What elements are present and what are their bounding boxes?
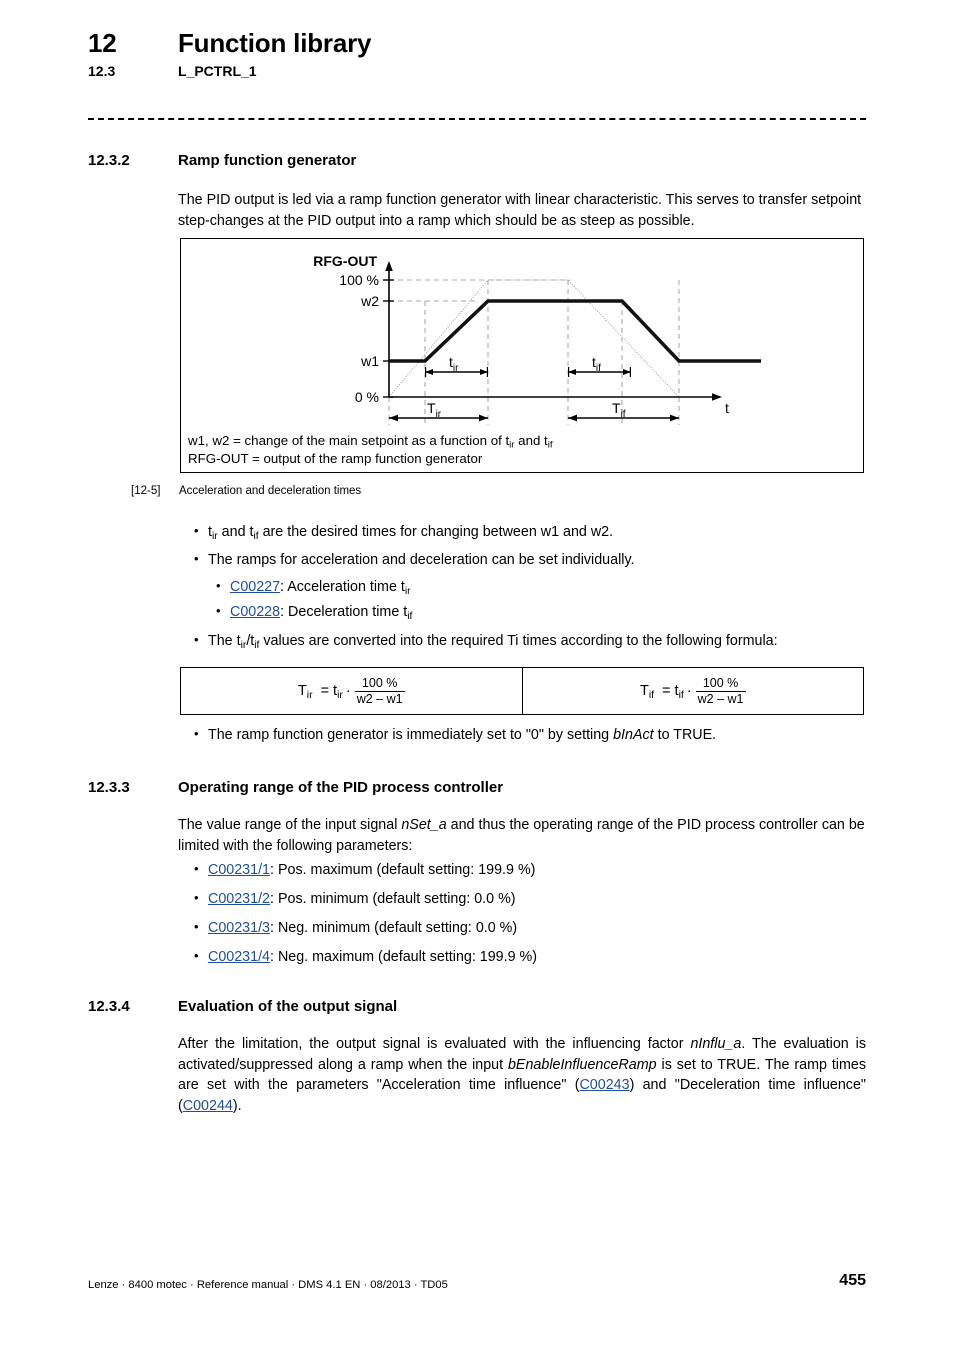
formula-intro-sub2: if [254, 639, 260, 651]
ramp-intro-paragraph [178, 190, 868, 231]
list-item [192, 918, 872, 938]
list-item [192, 522, 872, 542]
formula-intro-a: The t [208, 633, 241, 649]
eval-p1: After the limitation, the output signal is evaluated with the influencing factor [178, 1036, 691, 1052]
link-c00231-2[interactable]: C00231/2 [208, 891, 271, 907]
Tif-arrow-right [670, 415, 679, 422]
eval-p5: ). [232, 1097, 242, 1114]
formula-multiply: · [345, 683, 351, 699]
formula-lhs: $T_{ir}$ [297, 683, 313, 701]
list-item [192, 947, 872, 967]
formula-tir [298, 677, 405, 705]
ylabel-w2: w2 [361, 293, 379, 309]
header-section-title: L_PCTRL_1 [178, 63, 257, 79]
Tif-arrow-left [568, 415, 577, 422]
figure-caption-id: [12-5] [131, 485, 161, 497]
formula-cell-tif [522, 668, 864, 714]
list-item [214, 602, 872, 622]
ideal-ramp-dotted [389, 280, 679, 397]
heading-text: Evaluation of the output signal [178, 998, 398, 1015]
bullet-ramps-individual: The ramps for acceleration and deceleration can be set individually. [208, 552, 635, 568]
c00228-desc: : Deceleration time t [280, 604, 408, 620]
formula-multiply: · [686, 683, 692, 699]
formula-intro-c: values are converted into the required Ti times according to the following formula: [259, 633, 778, 649]
figure-note-line1-b: and t [514, 433, 548, 448]
figure-caption-text: Acceleration and deceleration times [179, 485, 362, 497]
figure-note-line1-a: w1, w2 = change of the main setpoint as a function of t [188, 433, 510, 448]
formula-rhs: $t_{if}$ [674, 683, 684, 701]
param-desc: : Neg. maximum (default setting: 199.9 %) [270, 949, 538, 965]
formula-fraction [355, 677, 405, 705]
formula-tif [640, 677, 746, 705]
formula-cell-tir [181, 668, 522, 714]
binact-pre: The ramp function generator is immediately set to "0" by setting [208, 727, 614, 743]
chart-title-rfg-out: RFG-OUT [313, 253, 377, 269]
eval-p1-italic: nInflu_a [690, 1036, 742, 1052]
op-intro-italic: nSet_a [401, 817, 447, 833]
footer-page-number: 455 [839, 1272, 866, 1289]
formula-rhs: $t_{ir}$ [333, 683, 343, 701]
binact-italic: bInAct [613, 727, 654, 743]
evaluation-paragraph [178, 1034, 866, 1116]
heading-text: Operating range of the PID process controller [178, 779, 504, 796]
header-divider [88, 118, 866, 120]
ylabel-0-percent: 0 % [354, 389, 379, 405]
link-c00231-3[interactable]: C00231/3 [208, 920, 271, 936]
formula-equals: = [662, 683, 671, 699]
list-item [192, 550, 872, 570]
eval-p4: ) and "Deceleration time influence" ( [178, 1077, 866, 1114]
header-chapter-title: Function library [178, 28, 372, 58]
formula-intro-sub1: ir [240, 639, 247, 651]
fraction-numerator: 100 % [361, 676, 398, 690]
param-desc: : Pos. maximum (default setting: 199.9 %) [270, 862, 536, 878]
ramp-intro-line2: setpoint step-changes at the PID output into a ramp which should be as steep as possible. [178, 192, 862, 229]
figure-note-line2: RFG-OUT = output of the ramp function generator [188, 451, 483, 466]
footer-text: Lenze · 8400 motec · Reference manual · DMS 4.1 EN · 08/2013 · TD05 [88, 1279, 448, 1291]
binact-bullet-list [192, 725, 872, 745]
Tif-label: $T_{if}$ [612, 400, 626, 420]
list-item [192, 725, 872, 745]
figure-note-line1-sub1: ir [509, 439, 515, 451]
header-chapter-number: 12 [88, 28, 117, 58]
list-item [192, 631, 872, 651]
heading-number: 12.3.4 [88, 998, 130, 1015]
bullet-tif-sub: if [253, 530, 259, 542]
c00227-sub: ir [404, 585, 411, 597]
formula-intro-b: /t [246, 633, 255, 649]
link-c00228[interactable]: C00228 [230, 604, 281, 620]
op-intro-line2: can be limited with the following parameters: [178, 817, 865, 854]
formula-table [180, 667, 864, 715]
operating-range-intro [178, 815, 868, 856]
ramp-bullet-list [192, 522, 872, 651]
link-c00243[interactable]: C00243 [579, 1077, 630, 1093]
heading-number: 12.3.3 [88, 779, 130, 796]
ramp-intro-line1: The PID output is led via a ramp function generator with linear characteristic. This serves to transfer [178, 192, 808, 208]
link-c00231-1[interactable]: C00231/1 [208, 862, 271, 878]
eval-p2: . The evaluation is activated/suppressed along a ramp when the input [178, 1036, 866, 1073]
ylabel-100-percent: 100 % [339, 272, 379, 288]
link-c00227[interactable]: C00227 [230, 579, 281, 595]
list-item [192, 860, 872, 880]
binact-post: to TRUE. [653, 727, 717, 743]
link-c00231-4[interactable]: C00231/4 [208, 949, 271, 965]
operating-range-param-list [192, 860, 872, 967]
fraction-denominator: w2 – w1 [356, 691, 403, 706]
header-section-number: 12.3 [88, 63, 116, 79]
c00227-desc: : Acceleration time t [280, 579, 405, 595]
formula-lhs: $T_{if}$ [640, 683, 655, 701]
fraction-numerator: 100 % [702, 676, 739, 690]
fraction-denominator: w2 – w1 [697, 691, 744, 706]
figure-ramp-diagram [180, 238, 864, 473]
Tir-label: $T_{ir}$ [427, 400, 442, 420]
tif-label: $t_{if}$ [592, 354, 601, 374]
bullet-tir-sub: ir [211, 530, 218, 542]
eval-p3: is set to TRUE. The ramp times are set with the parameters "Acceleration time influence" ( [178, 1056, 866, 1093]
x-axis-arrowhead [712, 393, 722, 401]
ramp-sublist [192, 577, 872, 622]
op-intro-pre: The value range of the input signal [178, 817, 402, 833]
list-item [192, 889, 872, 909]
bullet-tir-tif-post: are the desired times for changing between w1 and w2. [258, 524, 614, 540]
figure-note-line1-sub2: if [547, 439, 553, 451]
Tir-arrow-right [479, 415, 488, 422]
param-desc: : Neg. minimum (default setting: 0.0 %) [270, 920, 518, 936]
formula-fraction [696, 677, 746, 705]
bullet-tif-pre: and t [217, 524, 254, 540]
tir-arrow-left [425, 369, 433, 375]
Tir-arrow-left [389, 415, 398, 422]
y-axis-arrowhead [385, 261, 393, 271]
tir-label: $t_{ir}$ [449, 354, 459, 374]
figure-note-line1 [188, 432, 553, 449]
heading-text: Ramp function generator [178, 152, 357, 169]
c00228-sub: if [407, 610, 413, 622]
formula-equals: = [320, 683, 330, 699]
bullet-tir-pre: t [208, 524, 212, 540]
link-c00244[interactable]: C00244 [182, 1097, 233, 1114]
eval-p2-italic: bEnableInfluenceRamp [507, 1056, 657, 1073]
list-item [214, 577, 872, 597]
xlabel-t: t [725, 400, 729, 416]
param-desc: : Pos. minimum (default setting: 0.0 %) [270, 891, 516, 907]
ramp-diagram-svg [181, 239, 863, 427]
ylabel-w1: w1 [361, 353, 379, 369]
op-intro-post: and thus the operating range of the PID process controller [446, 817, 818, 833]
heading-number: 12.3.2 [88, 152, 130, 169]
